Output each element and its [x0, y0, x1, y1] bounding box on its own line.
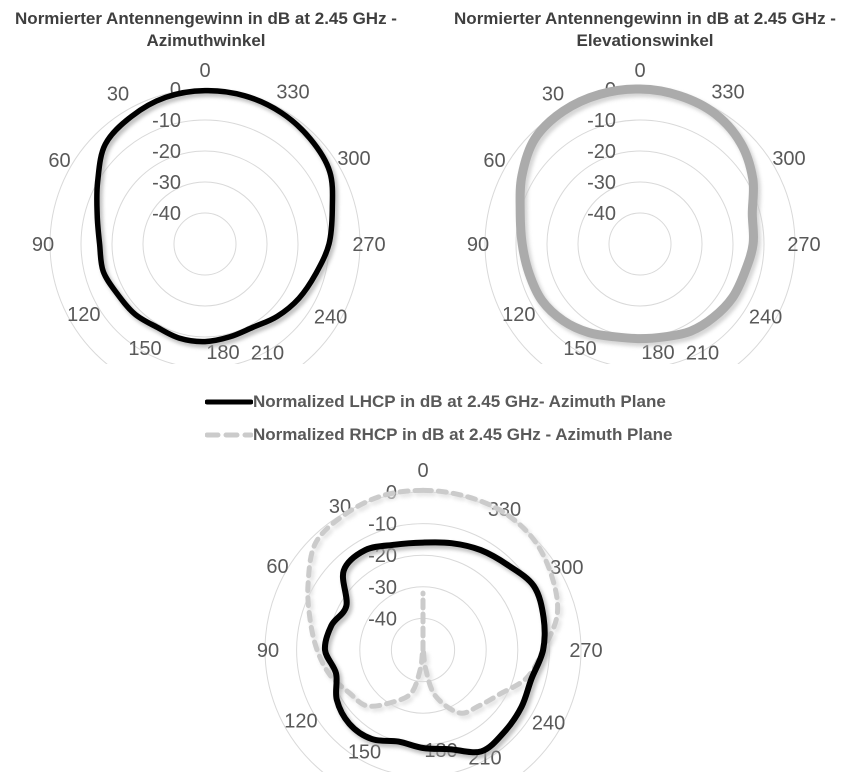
angle-label-30: 30 [106, 83, 130, 106]
angle-label-210: 210 [685, 342, 720, 364]
Normierter Antennengewinn in dB at 2.45 GHz - Elevationswinkel-shadow [523, 92, 756, 342]
radial-tick-label: -40 [152, 203, 181, 225]
angle-label-150: 150 [563, 337, 597, 360]
angle-label-330: 330 [487, 498, 522, 521]
radial-tick-label: -10 [152, 110, 181, 132]
angle-label-300: 300 [772, 148, 806, 170]
angle-label-90: 90 [466, 234, 490, 256]
grid-ring--40dB [174, 213, 236, 275]
legend-item-lhcp [205, 389, 725, 415]
azimuth-chart-title: Normierter Antennengewinn in dB at 2.45 GHz - Azimuthwinkel [15, 9, 397, 51]
angle-label-270: 270 [569, 640, 603, 662]
legend [205, 389, 725, 455]
angle-label-90: 90 [256, 640, 280, 662]
angle-label-60: 60 [48, 150, 71, 172]
angle-label-300: 300 [337, 148, 371, 170]
grid-ring--30dB [578, 182, 702, 306]
grid-ring--20dB [112, 151, 298, 337]
angle-label-60: 60 [483, 150, 506, 172]
azimuth-polar-chart [0, 48, 414, 364]
angle-label-270: 270 [352, 234, 386, 256]
angle-label-180: 180 [206, 342, 240, 364]
angle-label-330: 330 [276, 81, 310, 104]
angle-label-240: 240 [313, 306, 348, 329]
grid-ring--10dB [516, 120, 764, 364]
angle-label-60: 60 [266, 556, 289, 578]
grid-ring--10dB [81, 120, 329, 364]
angle-label-0: 0 [199, 60, 211, 82]
legend-item-rhcp [205, 422, 725, 448]
angle-label-150: 150 [128, 337, 162, 360]
angle-label-120: 120 [284, 710, 318, 733]
dashed-gray-line-swatch [205, 431, 253, 439]
angle-label-0: 0 [417, 460, 429, 482]
angle-label-30: 30 [328, 496, 352, 519]
radial-tick-label: -20 [587, 141, 616, 163]
angle-label-180: 180 [424, 740, 458, 762]
elevation-chart-title: Normierter Antennengewinn in dB at 2.45 GHz - Elevationswinkel [454, 9, 836, 51]
angle-label-210: 210 [468, 747, 502, 770]
angle-label-120: 120 [67, 304, 101, 326]
radial-tick-label: 0 [385, 482, 397, 504]
radial-tick-label: 0 [604, 79, 616, 101]
radial-tick-label: -10 [587, 110, 616, 132]
legend-label-lhcp: Normalized LHCP in dB at 2.45 GHz- Azimuth Plane [253, 392, 666, 411]
lhcp-rhcp-polar-chart [180, 448, 680, 772]
angle-label-330: 330 [711, 81, 745, 104]
angle-label-300: 300 [550, 557, 584, 579]
radial-tick-label: -30 [368, 576, 397, 599]
angle-label-270: 270 [787, 234, 821, 256]
grid-ring--40dB [609, 213, 671, 275]
angle-label-240: 240 [748, 306, 783, 329]
angle-label-90: 90 [31, 234, 55, 256]
grid-ring--30dB [143, 182, 267, 306]
angle-label-150: 150 [347, 741, 382, 764]
Normierter Antennengewinn in dB at 2.45 GHz - Azimuthwinkel-shadow [99, 94, 335, 345]
angle-label-180: 180 [641, 342, 675, 364]
radial-tick-label: -30 [152, 172, 181, 194]
radial-tick-label: -20 [368, 545, 397, 568]
series-Normierter Antennengewinn in dB at 2.45 GHz - Azimuthwinkel [97, 91, 333, 342]
angle-label-0: 0 [634, 60, 646, 82]
series-Normalized LHCP in dB at 2.45 GHz- Azimuth Plane [325, 542, 545, 752]
grid-ring--20dB [547, 151, 733, 337]
radial-tick-label: -10 [368, 513, 397, 536]
angle-label-120: 120 [502, 304, 536, 326]
radial-tick-label: -40 [368, 608, 397, 631]
angle-label-210: 210 [250, 342, 285, 364]
angle-label-30: 30 [541, 83, 565, 106]
radial-tick-label: 0 [169, 79, 181, 101]
radial-tick-label: -20 [152, 141, 181, 163]
legend-label-rhcp: Normalized RHCP in dB at 2.45 GHz - Azimuth Plane [253, 425, 673, 444]
radial-tick-label: -30 [587, 172, 616, 194]
angle-label-240: 240 [531, 712, 566, 735]
elevation-polar-chart [437, 48, 851, 364]
solid-black-line-swatch [205, 398, 253, 406]
radial-tick-label: -40 [587, 203, 616, 225]
